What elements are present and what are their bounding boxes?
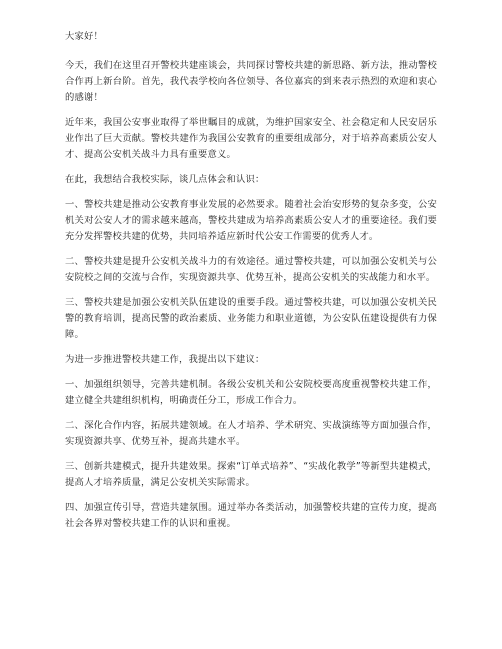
point-two-paragraph: 二、警校共建是提升公安机关战斗力的有效途径。通过警校共建，可以加强公安机关与公安院校之间的交流与合作，实现资源共享、优势互补，提高公安机关的实战能力和水平。 — [65, 256, 437, 283]
background-paragraph: 近年来，我国公安事业取得了举世瞩目的成就，为维护国家安全、社会稳定和人民安居乐业作出了巨大贡献。警校共建作为我国公安教育的重要组成部分，对于培养高素质公安人才、提高公安机关战斗力具有重要意义。 — [65, 117, 437, 160]
opening-paragraph: 今天，我们在这里召开警校共建座谈会，共同探讨警校共建的新思路、新方法，推动警校合作再上新台阶。首先，我代表学校向各位领导、各位嘉宾的到来表示热烈的欢迎和衷心的感谢！ — [65, 60, 437, 103]
point-one-paragraph: 一、警校共建是推动公安教育事业发展的必然要求。随着社会治安形势的复杂多变，公安机关对公安人才的需求越来越高，警校共建成为培养高素质公安人才的重要途径。我们要充分发挥警校共建的优势，共同培养适应新时代公安工作需要的优秀人才。 — [65, 199, 437, 242]
intro-points-paragraph: 在此，我想结合我校实际，谈几点体会和认识： — [65, 174, 265, 185]
suggestion-four-paragraph: 四、加强宣传引导，营造共建氛围。通过举办各类活动，加强警校共建的宣传力度，提高社会各界对警校共建工作的认识和重视。 — [65, 502, 437, 529]
suggestion-one-paragraph: 一、加强组织领导，完善共建机制。各级公安机关和公安院校要高度重视警校共建工作，建立健全共建组织机构，明确责任分工，形成工作合力。 — [65, 379, 437, 406]
document-body — [65, 29, 437, 541]
suggestions-intro-paragraph: 为进一步推进警校共建工作，我提出以下建议： — [65, 354, 265, 365]
greeting-paragraph: 大家好！ — [65, 31, 103, 42]
suggestion-two-paragraph: 二、深化合作内容，拓展共建领域。在人才培养、学术研究、实战演练等方面加强合作，实现资源共享、优势互补，提高共建水平。 — [65, 420, 437, 447]
suggestion-three-paragraph: 三、创新共建模式，提升共建效果。探索“订单式培养”、“实战化教学”等新型共建模式，提高人才培养质量，满足公安机关实际需求。 — [65, 461, 437, 488]
point-three-paragraph: 三、警校共建是加强公安机关队伍建设的重要手段。通过警校共建，可以加强公安机关民警的教育培训，提高民警的政治素质、业务能力和职业道德，为公安队伍建设提供有力保障。 — [65, 297, 437, 340]
